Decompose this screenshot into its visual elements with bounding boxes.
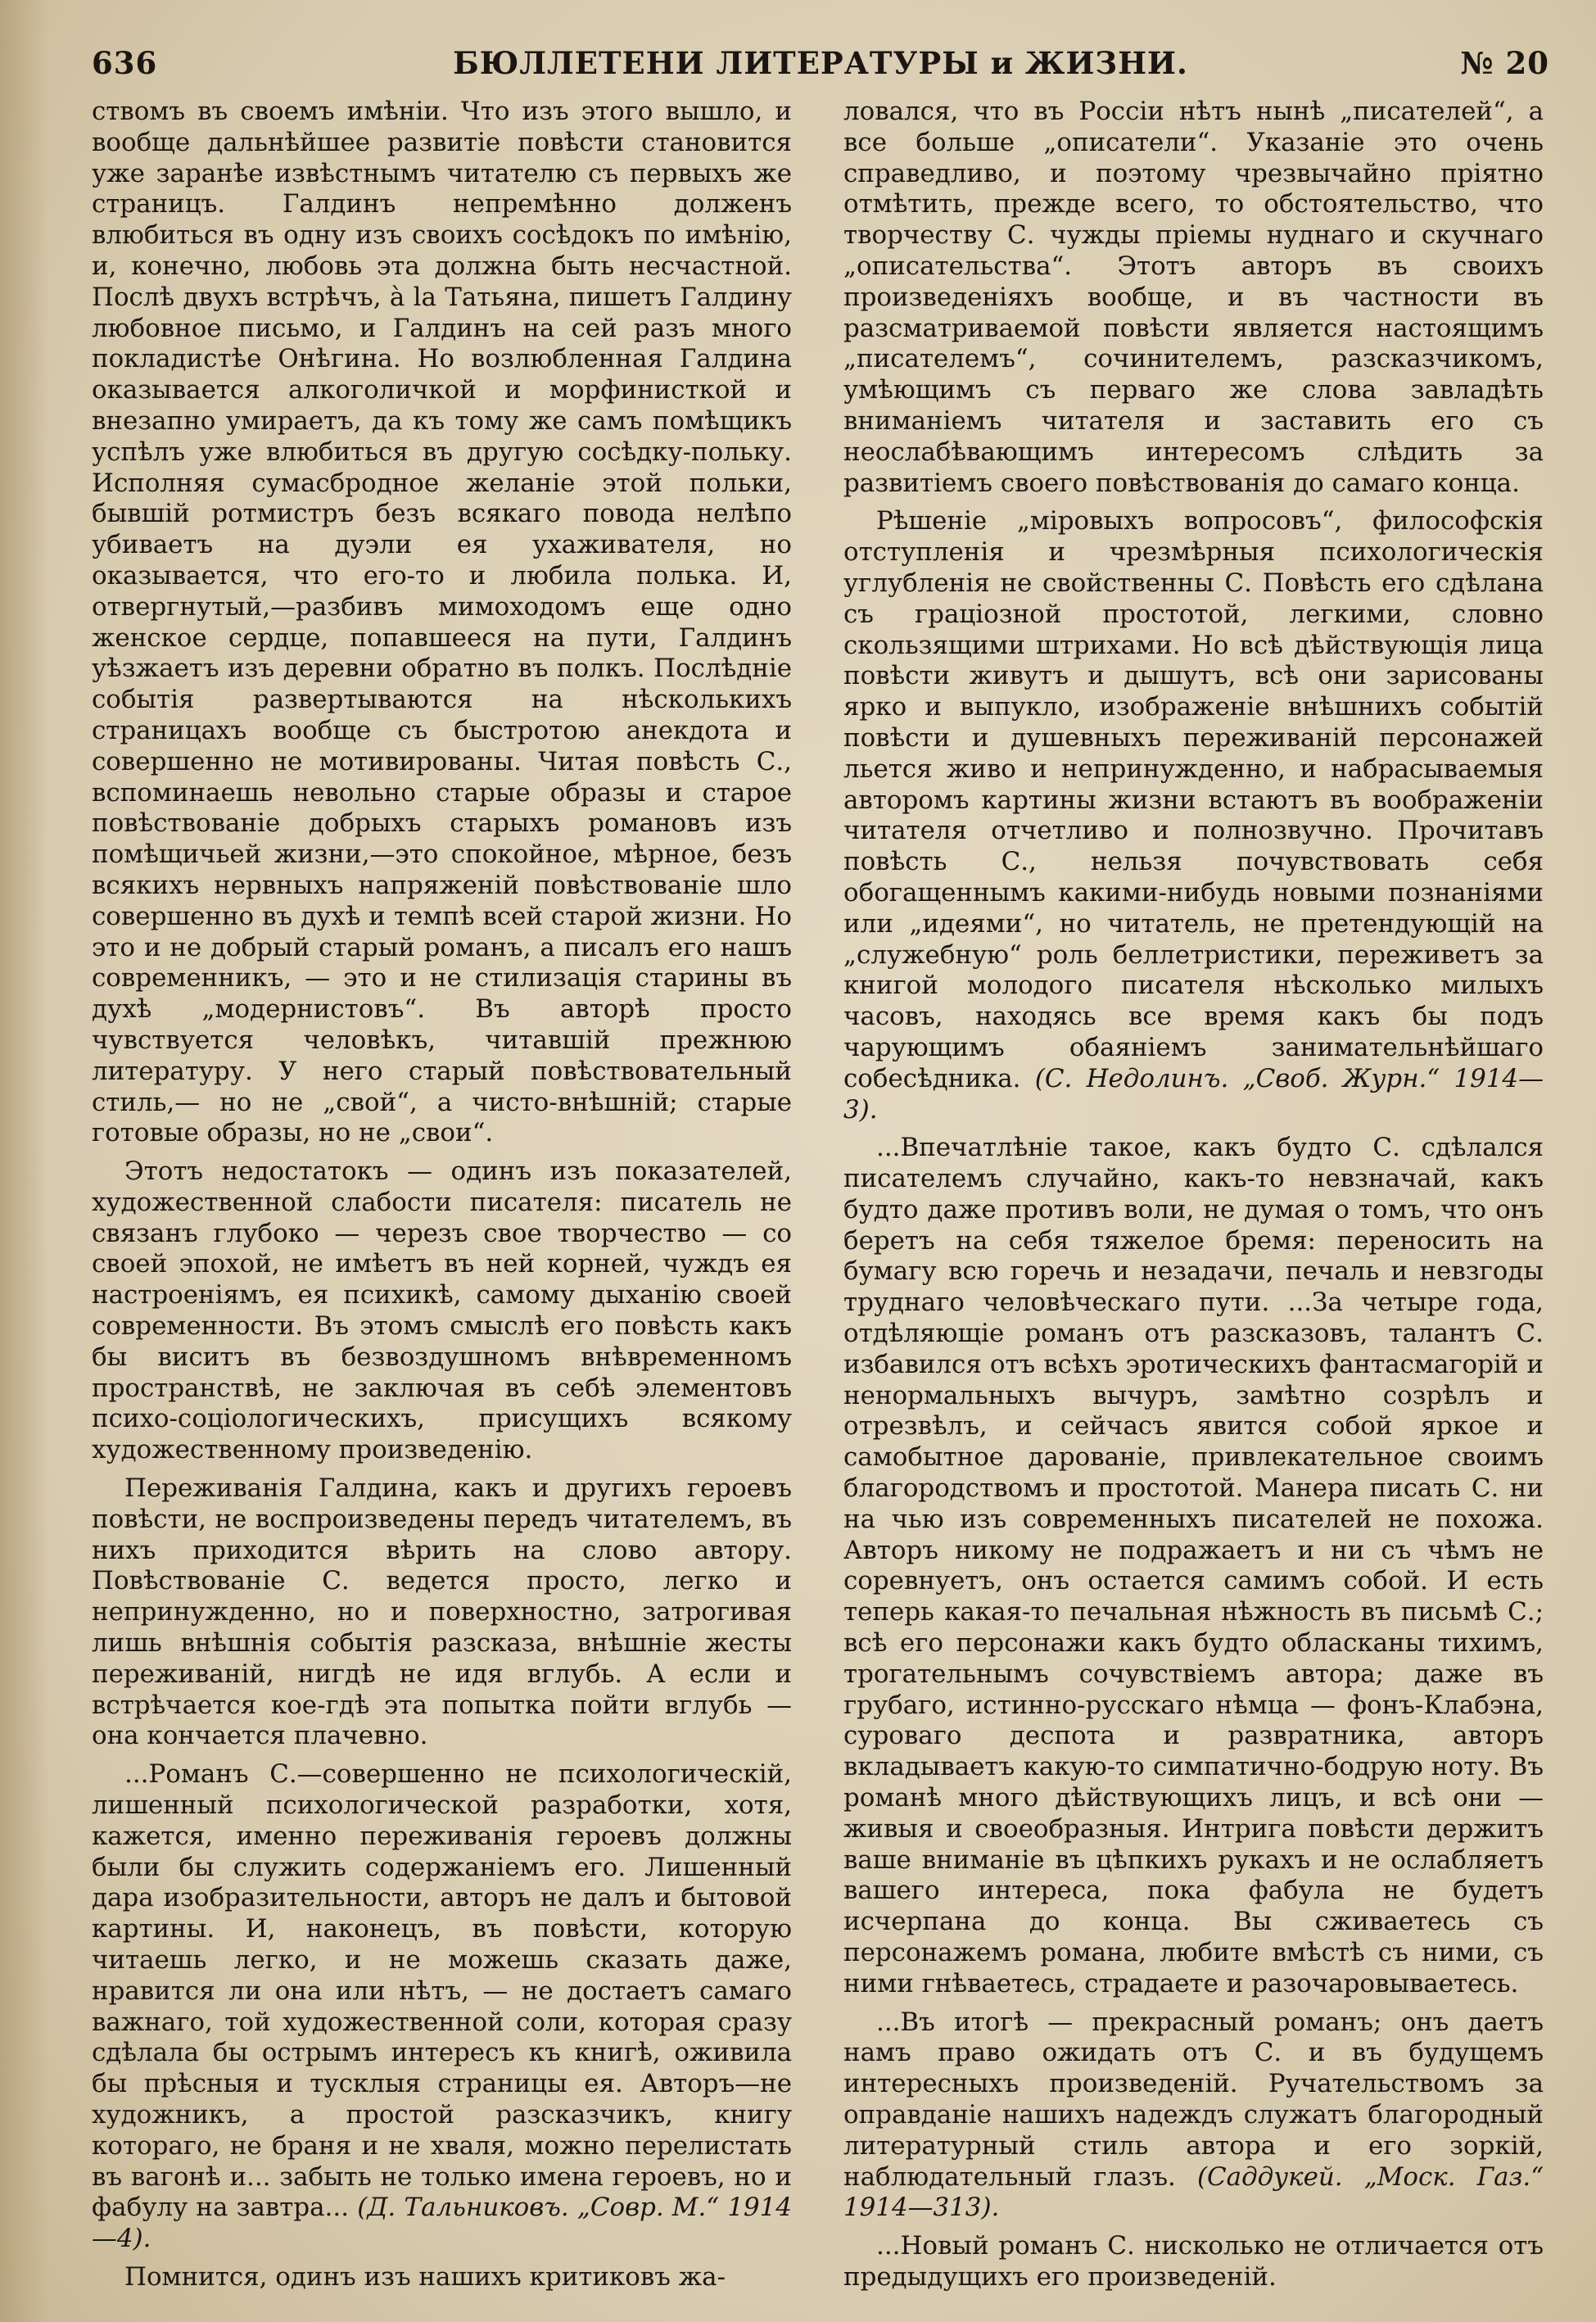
- issue-number: № 20: [1460, 45, 1549, 81]
- quote-paragraph: [92, 1759, 792, 2255]
- paragraph: Этотъ недостатокъ — одинъ изъ показателей, художественной слабости писателя: писатель не связанъ глубоко — черезъ свое творчество — со своей эпохой, не имѣетъ въ ней корней, чуждъ ея настроеніямъ, ея психикѣ, самому дыханію своей современности. Въ этомъ смыслѣ его повѣсть какъ бы виситъ въ безвоздушномъ внѣвременномъ пространствѣ, не заключая въ себѣ элементовъ психо-соціологическихъ, присущихъ всякому художественному произведенію.: [92, 1156, 792, 1465]
- right-column: [843, 97, 1544, 2293]
- paragraph: ...Новый романъ С. нисколько не отличается отъ предыдущихъ его произведеній.: [843, 2231, 1544, 2292]
- paragraph: Помнится, одинъ изъ нашихъ критиковъ жа-: [124, 2261, 726, 2292]
- quote-text: ...Въ итогѣ — прекрасный романъ; онъ даетъ намъ право ожидать отъ С. и въ будущемъ интересныхъ произведеній. Ручательствомъ за оправданіе нашихъ надеждъ служатъ благородный литературный стиль автора и его зоркій, наблюдательный глазъ.: [843, 2007, 1544, 2192]
- paragraph: ствомъ въ своемъ имѣніи. Что изъ этого вышло, и вообще дальнѣйшее развитіе повѣсти становится уже заранѣе извѣстнымъ читателю съ первыхъ же страницъ. Галдинъ непремѣнно долженъ влюбиться въ одну изъ своихъ сосѣдокъ по имѣнію, и, конечно, любовь эта должна быть несчастной. Послѣ двухъ встрѣчъ, à la Татьяна, пишетъ Галдину любовное письмо, и Галдинъ на сей разъ много покладистѣе Онѣгина. Но возлюбленная Галдина оказывается алкоголичкой и морфинисткой и внезапно умираетъ, да къ тому же самъ помѣщикъ успѣлъ уже влюбиться въ другую сосѣдку-польку. Исполняя сумасбродное желаніе этой польки, бывшій ротмистръ безъ всякаго повода нелѣпо убиваетъ на дуэли ея ухаживателя, но оказывается, что его-то и любила полька. И, отвергнутый,—разбивъ мимоходомъ еще одно женское сердце, попавшееся на пути, Галдинъ уѣзжаетъ изъ деревни обратно въ полкъ. Послѣдніе событія развертываются на нѣсколькихъ страницахъ вообще съ быстротою анекдота и совершенно не мотивированы. Читая повѣсть С., вспоминаешь невольно старые образы и старое повѣствованіе добрыхъ старыхъ романовъ изъ помѣщичьей жизни,—это спокойное, мѣрное, безъ всякихъ нервныхъ напряженій повѣствованіе шло совершенно въ духѣ и темпѣ всей старой жизни. Но это и не добрый старый романъ, а писалъ его нашъ современникъ, — это и не стилизація старины въ духѣ „модернистовъ“. Въ авторѣ просто чувствуется человѣкъ, читавшій прежнюю литературу. У него старый повѣствовательный стиль,— но не „свой“, а чисто-внѣшній; старые готовые образы, но не „свои“.: [92, 97, 792, 1148]
- quote-text: Рѣшеніе „міровыхъ вопросовъ“, философскія отступленія и чрезмѣрныя психологическія углубленія не свойственны С. Повѣсть его сдѣлана съ граціозной простотой, легкими, словно скользящими штрихами. Но всѣ дѣйствующія лица повѣсти живутъ и дышутъ, всѣ они зарисованы ярко и выпукло, изображеніе внѣшнихъ событій повѣсти и душевныхъ переживаній персонажей льется живо и непринужденно, и набрасываемыя авторомъ картины жизни встаютъ въ воображеніи читателя отчетливо и полнозвучно. Прочитавъ повѣсть С., нельзя почувствовать себя обогащеннымъ какими-нибудь новыми познаніями или „идеями“, но читатель, не претендующій на „служебную“ роль беллетристики, переживетъ за книгой молодого писателя нѣсколько милыхъ часовъ, находясь все время какъ бы подъ чарующимъ обаяніемъ занимательнѣйшаго собесѣдника.: [843, 506, 1544, 1093]
- quote-source: (Д. Тальниковъ. „Совр. М.“ 1914—4).: [92, 2193, 792, 2254]
- quote-paragraph: [843, 2007, 1544, 2225]
- paragraph: ...Впечатлѣніе такое, какъ будто С. сдѣлался писателемъ случайно, какъ-то невзначай, какъ будто даже противъ воли, не думая о томъ, что онъ беретъ на себя тяжелое бремя: переносить на бумагу всю горечь и незадачи, печаль и невзгоды труднаго человѣческаго пути. ...За четыре года, отдѣляющіе романъ отъ разсказовъ, талантъ С. избавился отъ всѣхъ эротическихъ фантасмагорій и ненормальныхъ вычуръ, замѣтно созрѣлъ и отрезвѣлъ, и сейчасъ явится собой яркое и самобытное дарованіе, привлекательное своимъ благородствомъ и простотой. Манера писать С. ни на чью изъ современныхъ писателей не похожа. Авторъ никому не подражаетъ и ни съ чѣмъ не соревнуетъ, онъ остается самимъ собой. И есть теперь какая-то печальная нѣжность въ письмѣ С.; всѣ его персонажи какъ будто обласканы тихимъ, трогательнымъ сочувствіемъ автора; даже въ грубаго, истинно-русскаго нѣмца — фонъ-Клабэна, суроваго деспота и развратника, авторъ вкладываетъ какую-то симпатично-бодрую ноту. Въ романѣ много дѣйствующихъ лицъ, и всѣ они — живыя и своеобразныя. Интрига повѣсти держитъ ваше вниманіе въ цѣпкихъ рукахъ и не ослабляетъ вашего интереса, пока фабула не будетъ исчерпана до конца. Вы сживаетесь съ персонажемъ романа, любите вмѣстѣ съ ними, съ ними гнѣваетесь, страдаете и разочаровываетесь.: [843, 1133, 1544, 1998]
- paragraph: Переживанія Галдина, какъ и другихъ героевъ повѣсти, не воспроизведены передъ читателемъ, въ нихъ приходится вѣрить на слово автору. Повѣствованіе С. ведется просто, легко и непринужденно, но и поверхностно, затрогивая лишь внѣшнія событія разсказа, внѣшніе жесты переживаній, нигдѣ не идя вглубь. А если и встрѣчается кое-гдѣ эта попытка пойти вглубь — она кончается плачевно.: [92, 1473, 792, 1751]
- paragraph: ловался, что въ Россіи нѣтъ нынѣ „писателей“, а все больше „описатели“. Указаніе это очень справедливо, и поэтому чрезвычайно пріятно отмѣтить, прежде всего, то обстоятельство, что творчеству С. чужды пріемы нуднаго и скучнаго „описательства“. Этотъ авторъ въ своихъ произведеніяхъ вообще, и въ частности въ разсматриваемой повѣсти является настоящимъ „писателемъ“, сочинителемъ, разсказчикомъ, умѣющимъ съ перваго же слова завладѣть вниманіемъ читателя и заставить его съ неослабѣвающимъ интересомъ слѣдить за развитіемъ своего повѣствованія до самаго конца.: [843, 97, 1544, 498]
- left-column: [92, 97, 792, 2293]
- quote-source: (Саддукей. „Моск. Газ.“ 1914—313).: [843, 2161, 1544, 2223]
- quote-source: (С. Недолинъ. „Своб. Журн.“ 1914—3).: [843, 1063, 1544, 1125]
- quote-text: ...Романъ С.—совершенно не психологическій, лишенный психологической разработки, хотя, кажется, именно переживанія героевъ должны были бы служить содержаніемъ его. Лишенный дара изобразительности, авторъ не далъ и бытовой картины. И, наконецъ, въ повѣсти, которую читаешь легко, и не можешь сказать даже, нравится ли она или нѣтъ, — не достаетъ самаго важнаго, той художественной соли, которая сразу сдѣлала бы острымъ интересъ къ книгѣ, оживила бы прѣсныя и тусклыя страницы ея. Авторъ—не художникъ, а простой разсказчикъ, книгу котораго, не браня и не хваля, можно перелистать въ вагонѣ и... забыть не только имена героевъ, но и фабулу на завтра...: [92, 1759, 792, 2223]
- page-number: 636: [92, 45, 158, 81]
- running-title: БЮЛЛЕТЕНИ ЛИТЕРАТУРЫ и ЖИЗНИ.: [453, 45, 1188, 81]
- quote-paragraph: [843, 506, 1544, 1125]
- page-header: [92, 45, 1549, 94]
